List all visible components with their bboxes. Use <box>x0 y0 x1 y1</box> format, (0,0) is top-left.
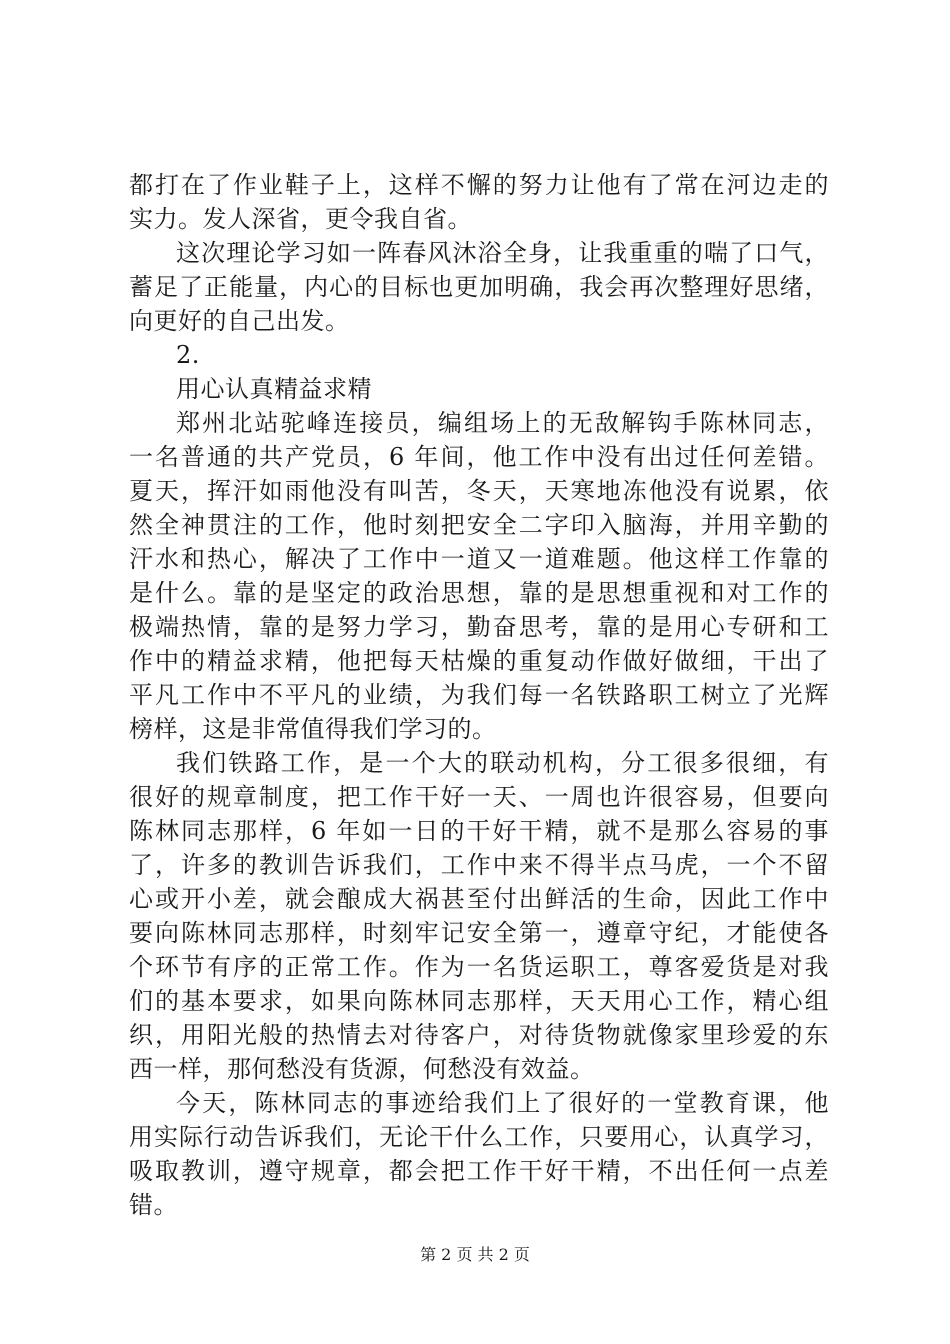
text-line: 一名普通的共产党员，6 年间，他工作中没有出过任何差错。 <box>129 443 829 471</box>
text-line: 西一样，那何愁没有货源，何愁没有效益。 <box>129 1055 595 1083</box>
text-line: 织，用阳光般的热情去对待客户，对待货物就像家里珍爱的东 <box>129 1021 829 1049</box>
paragraph <box>129 746 829 1086</box>
text-line: 向更好的自己出发。 <box>129 307 350 335</box>
text-line: 用心认真精益求精 <box>176 375 372 403</box>
text-line: 错。 <box>129 1191 178 1219</box>
paragraph-continuation <box>129 168 829 236</box>
text-line: 平凡工作中不平凡的业绩，为我们每一名铁路职工树立了光辉 <box>129 681 829 709</box>
page-footer <box>0 1245 950 1265</box>
text-line: 用实际行动告诉我们，无论干什么工作，只要用心，认真学习， <box>129 1123 829 1151</box>
paragraph <box>129 1086 829 1222</box>
text-line: 榜样，这是非常值得我们学习的。 <box>129 715 497 743</box>
paragraph <box>129 406 829 746</box>
paragraph <box>129 236 829 338</box>
document-body <box>129 168 829 1222</box>
text-line: 实力。发人深省，更令我自省。 <box>129 205 472 233</box>
text-line: 作中的精益求精，他把每天枯燥的重复动作做好做细，干出了 <box>129 647 829 675</box>
text-line: 极端热情，靠的是努力学习，勤奋思考，靠的是用心专研和工 <box>129 613 829 641</box>
section-number <box>129 338 829 372</box>
text-line: 吸取教训，遵守规章，都会把工作干好干精，不出任何一点差 <box>129 1157 829 1185</box>
text-line: 郑州北站驼峰连接员，编组场上的无敌解钩手陈林同志， <box>176 409 829 437</box>
text-line: 心或开小差，就会酿成大祸甚至付出鲜活的生命，因此工作中 <box>129 885 829 913</box>
page-number: 第 2 页 共 2 页 <box>420 1245 530 1264</box>
text-line: 今天，陈林同志的事迹给我们上了很好的一堂教育课，他 <box>176 1089 829 1117</box>
text-line: 是什么。靠的是坚定的政治思想，靠的是思想重视和对工作的 <box>129 579 829 607</box>
text-line: 夏天，挥汗如雨他没有叫苦，冬天，天寒地冻他没有说累，依 <box>129 477 829 505</box>
text-line: 了，许多的教训告诉我们，工作中来不得半点马虎，一个不留 <box>129 851 829 879</box>
text-line: 个环节有序的正常工作。作为一名货运职工，尊客爱货是对我 <box>129 953 829 981</box>
section-title <box>129 372 829 406</box>
text-line: 这次理论学习如一阵春风沐浴全身，让我重重的喘了口气， <box>176 239 829 267</box>
text-line: 很好的规章制度，把工作干好一天、一周也许很容易，但要向 <box>129 783 829 811</box>
text-line: 都打在了作业鞋子上，这样不懈的努力让他有了常在河边走的 <box>129 171 829 199</box>
text-line: 陈林同志那样，6 年如一日的干好干精，就不是那么容易的事 <box>129 817 829 845</box>
text-line: 蓄足了正能量，内心的目标也更加明确，我会再次整理好思绪， <box>129 273 829 301</box>
text-line: 2. <box>176 341 200 369</box>
text-line: 们的基本要求，如果向陈林同志那样，天天用心工作，精心组 <box>129 987 829 1015</box>
text-line: 然全神贯注的工作，他时刻把安全二字印入脑海，并用辛勤的 <box>129 511 829 539</box>
text-line: 汗水和热心，解决了工作中一道又一道难题。他这样工作靠的 <box>129 545 829 573</box>
text-line: 我们铁路工作，是一个大的联动机构，分工很多很细，有 <box>176 749 829 777</box>
text-line: 要向陈林同志那样，时刻牢记安全第一，遵章守纪，才能使各 <box>129 919 829 947</box>
